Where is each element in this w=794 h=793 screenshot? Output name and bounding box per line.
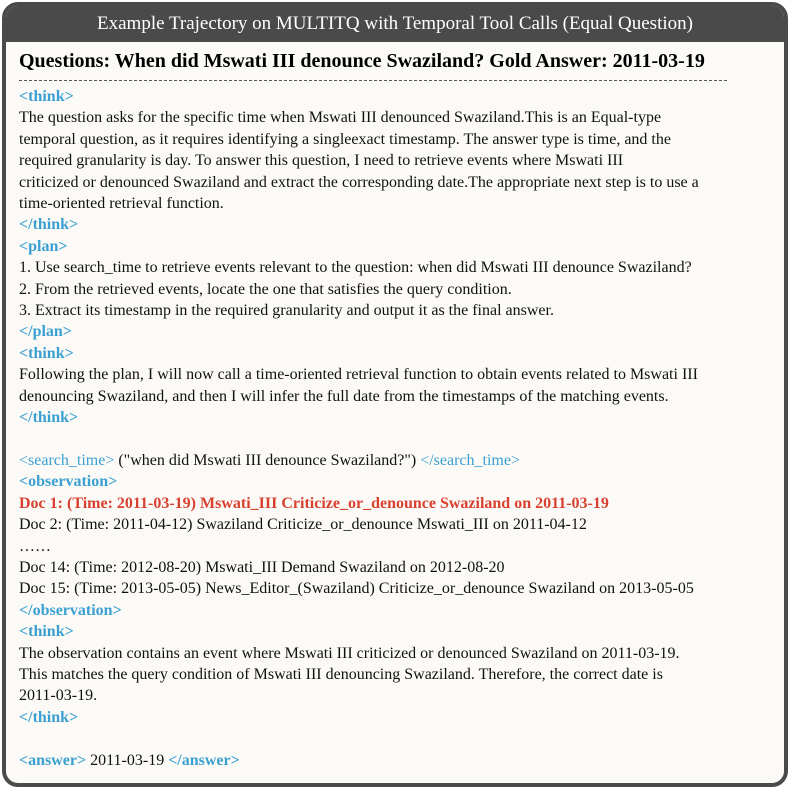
think3-line-1: The observation contains an event where Mswati III criticized or denounced Swaziland on 2011-03-19. (19, 644, 680, 662)
plan-step-2: 2. From the retrieved events, locate the one that satisfies the query condition. (19, 280, 512, 298)
think1-line-2: temporal question, as it requires identifying a singleexact timestamp. The answer type is time, and the (19, 130, 671, 148)
trajectory-panel (2, 2, 788, 787)
think-open-tag: <think> (19, 623, 74, 641)
doc-1-highlighted: Doc 1: (Time: 2011-03-19) Mswati_III Criticize_or_denounce Swaziland on 2011-03-19 (19, 494, 609, 512)
think-open-tag: <think> (19, 88, 74, 105)
panel-title: Example Trajectory on MULTITQ with Temporal Tool Calls (Equal Question) (6, 6, 784, 42)
dashed-divider (19, 80, 727, 81)
panel-content (6, 42, 784, 771)
doc-2: Doc 2: (Time: 2011-04-12) Swaziland Criticize_or_denounce Mswati_III on 2011-04-12 (19, 516, 587, 534)
think2-line-2: denouncing Swaziland, and then I will infer the full date from the timestamps of the matching events. (19, 387, 669, 405)
search-call-line (19, 450, 774, 471)
think1-line-5: time-oriented retrieval function. (19, 195, 224, 213)
think-close-tag: </think> (19, 409, 79, 427)
observation-open-tag: <observation> (19, 473, 118, 491)
doc-15: Doc 15: (Time: 2013-05-05) News_Editor_(Swaziland) Criticize_or_denounce Swaziland on 2013-05-05 (19, 580, 694, 598)
plan-step-3: 3. Extract its timestamp in the required granularity and output it as the final answer. (19, 302, 554, 320)
think1-line-1: The question asks for the specific time when Mswati III denounced Swaziland.This is an Equal-type (19, 109, 662, 127)
answer-open-tag: <answer> (19, 751, 87, 769)
doc-ellipsis: …… (19, 537, 51, 555)
think2-line-1: Following the plan, I will now call a time-oriented retrieval function to obtain events related to Mswati III (19, 366, 698, 384)
search-close-tag: </search_time> (420, 451, 520, 469)
question-heading: Questions: When did Mswati III denounce Swaziland? Gold Answer: 2011-03-19 (19, 50, 705, 72)
think1-line-3: required granularity is day. To answer this question, I need to retrieve events where Mswati III (19, 152, 624, 170)
think3-line-3: 2011-03-19. (19, 687, 98, 705)
search-open-tag: <search_time> (19, 451, 115, 469)
think-close-tag: </think> (19, 216, 79, 234)
search-query: ("when did Mswati III denounce Swaziland?") (114, 451, 421, 469)
think1-line-4: criticized or denounced Swaziland and extract the corresponding date.The appropriate next step is to use a (19, 173, 699, 191)
answer-line (19, 750, 774, 771)
think-open-tag: <think> (19, 344, 74, 362)
think-close-tag: </think> (19, 708, 79, 726)
answer-value: 2011-03-19 (86, 751, 169, 769)
answer-close-tag: </answer> (168, 751, 240, 769)
blank-line (19, 728, 774, 749)
plan-open-tag: <plan> (19, 237, 68, 255)
doc-14: Doc 14: (Time: 2012-08-20) Mswati_III Demand Swaziland on 2012-08-20 (19, 558, 505, 576)
plan-close-tag: </plan> (19, 323, 72, 341)
observation-close-tag: </observation> (19, 601, 122, 619)
plan-step-1: 1. Use search_time to retrieve events relevant to the question: when did Mswati III denounce Swaziland? (19, 259, 692, 277)
think3-line-2: This matches the query condition of Mswati III denouncing Swaziland. Therefore, the correct date is (19, 665, 663, 683)
blank-line (19, 429, 774, 450)
